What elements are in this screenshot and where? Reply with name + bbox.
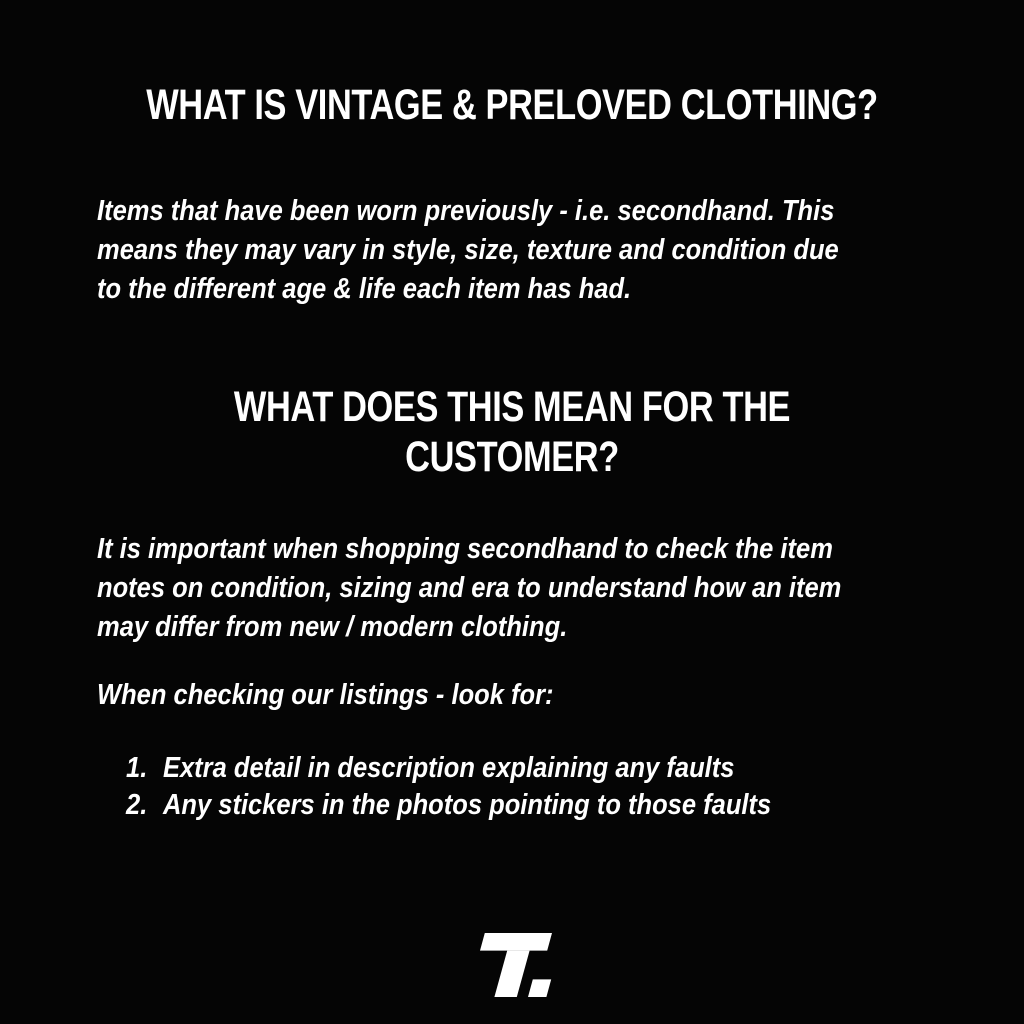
listings-intro-text: When checking our listings - look for:	[97, 679, 554, 711]
intro-line-2: means they may vary in style, size, texture and condition due	[97, 234, 839, 266]
t-dot-logo-icon	[470, 933, 554, 997]
intro-paragraph	[97, 192, 839, 309]
checklist-item-1-number: 1.	[126, 752, 148, 784]
brand-logo	[470, 933, 554, 997]
customer-paragraph	[97, 530, 841, 647]
subheading-line-1: WHAT DOES THIS MEAN FOR THE	[233, 383, 791, 431]
subheading	[102, 382, 921, 482]
intro-line-1: Items that have been worn previously - i.e. secondhand. This	[97, 195, 835, 227]
checklist-item-1	[126, 750, 771, 787]
checklist-item-1-text: Extra detail in description explaining any faults	[162, 752, 735, 784]
checklist-item-2-number: 2.	[126, 789, 148, 821]
checklist-item-2-text: Any stickers in the photos pointing to those faults	[162, 789, 772, 821]
subheading-line-2: CUSTOMER?	[405, 433, 619, 481]
customer-line-2: notes on condition, sizing and era to understand how an item	[97, 572, 842, 604]
page-title: WHAT IS VINTAGE & PRELOVED CLOTHING?	[146, 81, 878, 129]
customer-line-1: It is important when shopping secondhand to check the item	[97, 533, 833, 565]
customer-line-3: may differ from new / modern clothing.	[97, 611, 568, 643]
intro-line-3: to the different age & life each item has had.	[97, 273, 632, 305]
listings-intro	[97, 676, 554, 715]
checklist-item-2	[126, 787, 771, 824]
checklist	[126, 750, 771, 824]
